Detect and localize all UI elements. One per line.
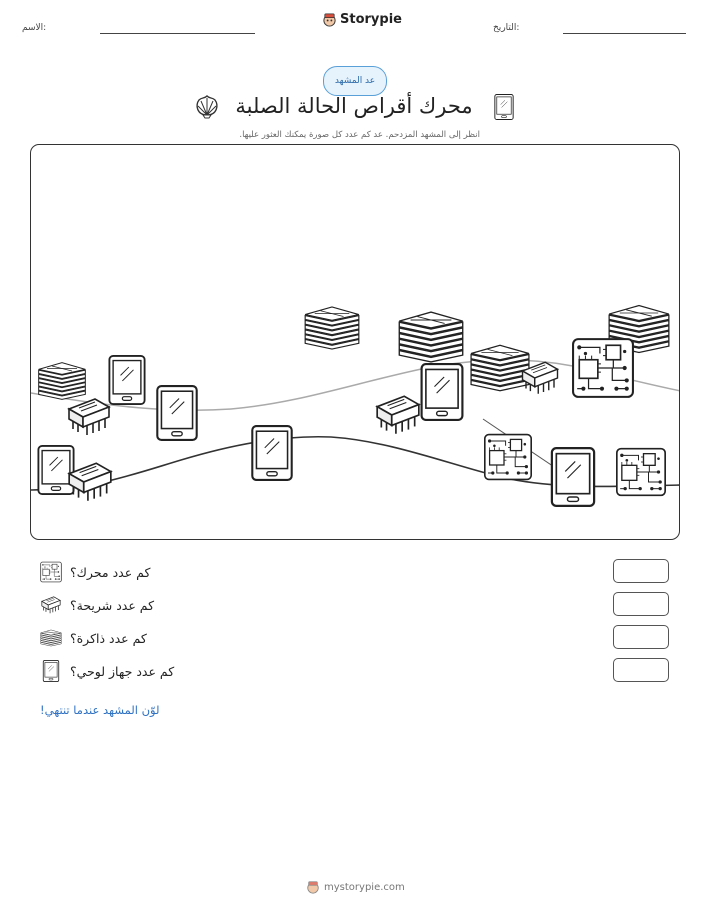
tablet-icon <box>157 386 196 440</box>
question-tablet <box>40 660 174 682</box>
date-label: التاريخ: <box>493 23 520 33</box>
brand-name: Storypie <box>340 12 402 27</box>
question-memory <box>40 627 147 649</box>
chip-icon <box>69 399 109 435</box>
chip-icon <box>69 463 111 501</box>
question-circuit-board <box>40 561 150 583</box>
tablet-icon <box>38 446 73 494</box>
footer <box>306 880 405 894</box>
question-text: كم عدد ذاكرة؟ <box>70 630 147 646</box>
chip-icon <box>40 594 62 616</box>
scene-drawing <box>31 145 680 540</box>
page-title: محرك أقراص الحالة الصلبة <box>235 94 473 118</box>
answer-box-circuit-board[interactable] <box>613 559 669 583</box>
question-text: كم عدد جهاز لوحي؟ <box>70 663 175 679</box>
tablet-icon <box>40 660 62 682</box>
date-line[interactable] <box>563 33 686 34</box>
question-text: كم عدد محرك؟ <box>70 564 151 580</box>
memory-stack-icon <box>471 345 529 390</box>
circuit-board-icon <box>617 449 665 496</box>
shell-icon <box>193 93 221 123</box>
circuit-board-icon <box>40 561 62 583</box>
chip-icon <box>377 396 419 434</box>
tablet-icon <box>552 448 594 506</box>
question-text: كم عدد شريحة؟ <box>70 597 155 613</box>
name-label: الاسم: <box>22 23 47 33</box>
memory-stack-icon <box>305 307 359 349</box>
answer-box-tablet[interactable] <box>613 658 669 682</box>
question-chip <box>40 594 154 616</box>
tablet-icon <box>109 356 144 404</box>
memory-stack-icon <box>399 312 462 362</box>
title-tablet-icon <box>494 94 514 124</box>
count-scene-badge: عد المشهد <box>323 66 387 96</box>
busy-scene[interactable] <box>30 144 680 540</box>
storypie-mascot-icon <box>306 880 320 894</box>
storypie-mascot-icon <box>322 12 337 27</box>
answer-box-memory[interactable] <box>613 625 669 649</box>
memory-stack-icon <box>40 627 62 649</box>
instructions: انظر إلى المشهد المزدحم. عد كم عدد كل صورة يمكنك العثور عليها. <box>239 130 480 140</box>
answer-box-chip[interactable] <box>613 592 669 616</box>
footer-site[interactable]: mystorypie.com <box>324 881 405 893</box>
colour-instruction: لوّن المشهد عندما تنتهي! <box>40 703 160 717</box>
circuit-board-icon <box>485 435 531 480</box>
circuit-board-icon <box>573 339 633 397</box>
memory-stack-icon <box>39 363 86 400</box>
tablet-icon <box>252 426 291 480</box>
name-line[interactable] <box>100 33 255 34</box>
tablet-icon <box>422 364 463 420</box>
brand-logo <box>322 12 402 27</box>
